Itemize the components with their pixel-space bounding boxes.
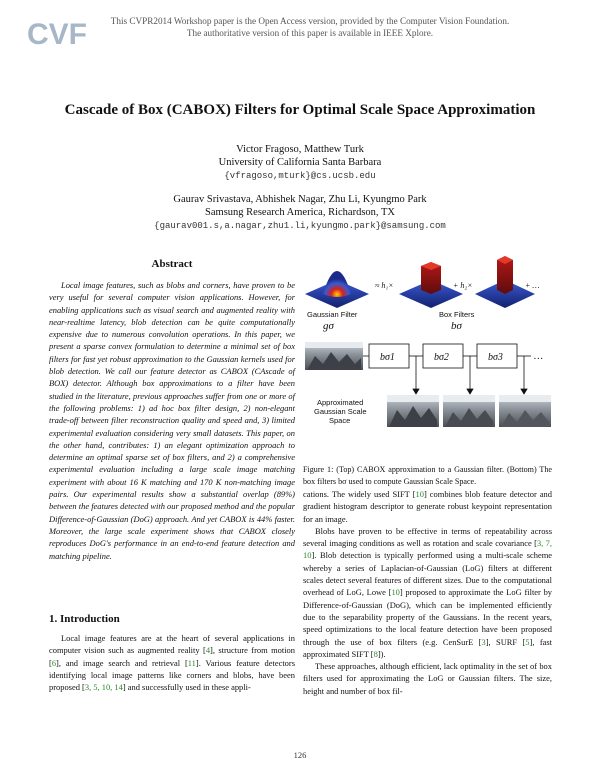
author-email-1: {vfragoso,mturk}@cs.ucsb.edu xyxy=(224,171,376,181)
scale-space-image-3 xyxy=(499,395,551,427)
citation-link[interactable]: 3, 5, 10, 14 xyxy=(84,682,123,693)
citation-link[interactable]: 11 xyxy=(187,657,196,668)
citation-link[interactable]: 10 xyxy=(391,587,400,598)
right-column-text: cations. The widely used SIFT [10] combines blob feature detector and gradient histogram descriptor to generate robust keypoint representation for an image. Blobs have proven to be effective in terms of repeatability across several imaging conditions as well as rotation and scale covariance [3, 7, 10]. Blob detection is typically performed using a multi-scale scheme whereby a series of Laplacian-of-Gaussian (LoG) filters at different scales detect several features of different sizes. Due to the computational overhead of LoG, Lowe [10] proposed to approximate the LoG filter by Difference-of-Gaussian (DoG), which can be implemented efficiently due to the separability property of the Gaussians. In the recent years, speed optimizations to the local feature detection have been proposed through the use of box filters (e.g. CenSurE [3], SURF [5], fast approximated SIFT [8]). These approaches, although efficient, lack optimality in the set of box filters used for approximating the LoG or Gaussian filters. The size, height and number of box fil- xyxy=(303,489,553,696)
box-filters-label: Box Filters xyxy=(439,310,475,319)
box-filter-2-label: bσ2 xyxy=(434,352,449,363)
citation-link[interactable]: 8 xyxy=(373,648,378,659)
page-number: 126 xyxy=(293,750,307,760)
svg-text:CVF: CVF xyxy=(27,18,87,50)
abstract-text: Local image features, such as blobs and corners, have proven to be very useful for several computer vision applications. However, for enabling applications such as visual search and augmented reality with near-realtime latency, blob detection can be quite computationally expensive due to numerous convolution operations. In this paper, we present a sparse convex formulation to determine a minimal set of box filters for fast yet robust approximation to the Gaussian kernels used for blob detection. We call our feature detector as CABOX (CAscade of BOX) detector. Although box approximations to a filter have been studied in the literature, previous approaches suffer from one or more of the following problems: 1) ad hoc box filter design, 2) non-elegant trade-off between filter reconstruction quality and speed and, 3) limited experimental evaluation considering very small datasets. This paper, on the other hand, contributes: 1) an elegant optimization approach to determine an optimal sparse set of box filters, and 2) a comprehensive experimental evaluation including a large scale image matching experiment with about 16 K matching and 170 K non-matching image pairs. Our experimental results show a substantial overlap (89%) between the features detected with our proposed method and the popular Difference-of-Gaussian (DoG) approach. And yet CABOX is 44% faster. Moreover, the large scale experiment shows that CABOX closely reproduces DoG's performance in an end-to-end feature detection and matching pipeline. xyxy=(49,280,295,561)
author-names-2: Gaurav Srivastava, Abhishek Nagar, Zhu Li, Kyungmo Park xyxy=(173,194,427,205)
box-filter-3-label: bσ3 xyxy=(488,352,503,363)
citation-link[interactable]: 5 xyxy=(525,636,530,647)
plus-more-label: + … xyxy=(525,281,540,290)
pipeline-ellipsis: … xyxy=(534,351,543,362)
paper-title: Cascade of Box (CABOX) Filters for Optimal Scale Space Approximation xyxy=(64,102,536,118)
notice-line-2: The authoritative version of this paper is available in IEEE Xplore. xyxy=(186,28,434,38)
scale-space-label-2: Gaussian Scale xyxy=(314,407,367,416)
notice-line-1: This CVPR2014 Workshop paper is the Open Access version, provided by the Computer Vision Foundation. xyxy=(110,16,510,26)
scale-space-image-2 xyxy=(443,395,495,427)
author-email-2: {gaurav001.s,a.nagar,zhu1.li,kyungmo.park}@samsung.com xyxy=(154,221,446,231)
figure-1 xyxy=(303,256,552,456)
approx-h1-label: ≈ h₁× xyxy=(375,281,394,290)
scale-space-image-1 xyxy=(387,395,439,427)
gaussian-surface-plot xyxy=(305,271,369,308)
cvf-logo xyxy=(26,16,92,50)
author-affiliation-1: University of California Santa Barbara xyxy=(218,157,382,168)
pipeline-arrows xyxy=(413,356,527,394)
author-affiliation-2: Samsung Research America, Richardson, TX xyxy=(205,207,395,218)
scale-space-label-3: Space xyxy=(329,416,351,425)
box-symbol: bσ xyxy=(451,320,462,332)
plus-h2-label: + h₂× xyxy=(453,281,473,290)
gaussian-filter-label: Gaussian Filter xyxy=(307,310,358,319)
input-image-thumbnail xyxy=(305,342,363,370)
intro-paragraph: Local image features are at the heart of several applications in computer vision such as augmented reality [4], structure from motion [6], and image search and retrieval [11]. Various feature detectors identifying local image patterns like corners and blobs, have been proposed [3, 5, 10, 14] and successfully used in these appli- xyxy=(49,633,295,693)
citation-link[interactable]: 4 xyxy=(205,645,211,656)
citation-link[interactable]: 6 xyxy=(51,657,57,668)
author-names-1: Victor Fragoso, Matthew Turk xyxy=(236,144,364,155)
citation-link[interactable]: 3, 7, 10 xyxy=(303,538,552,561)
open-access-notice xyxy=(90,15,530,39)
scale-space-label-1: Approximated xyxy=(317,398,364,407)
citation-link[interactable]: 10 xyxy=(415,489,424,499)
citation-link[interactable]: 3 xyxy=(481,636,486,647)
figure-1-caption: Figure 1: (Top) CABOX approximation to a Gaussian filter. (Bottom) The box filters bσ used to compute Gaussian Scale Space. xyxy=(303,465,552,486)
box-filter-1-label: bσ1 xyxy=(380,352,395,363)
gaussian-symbol: gσ xyxy=(323,320,334,332)
intro-heading: 1. Introduction xyxy=(49,613,120,625)
abstract-heading: Abstract xyxy=(151,258,193,270)
